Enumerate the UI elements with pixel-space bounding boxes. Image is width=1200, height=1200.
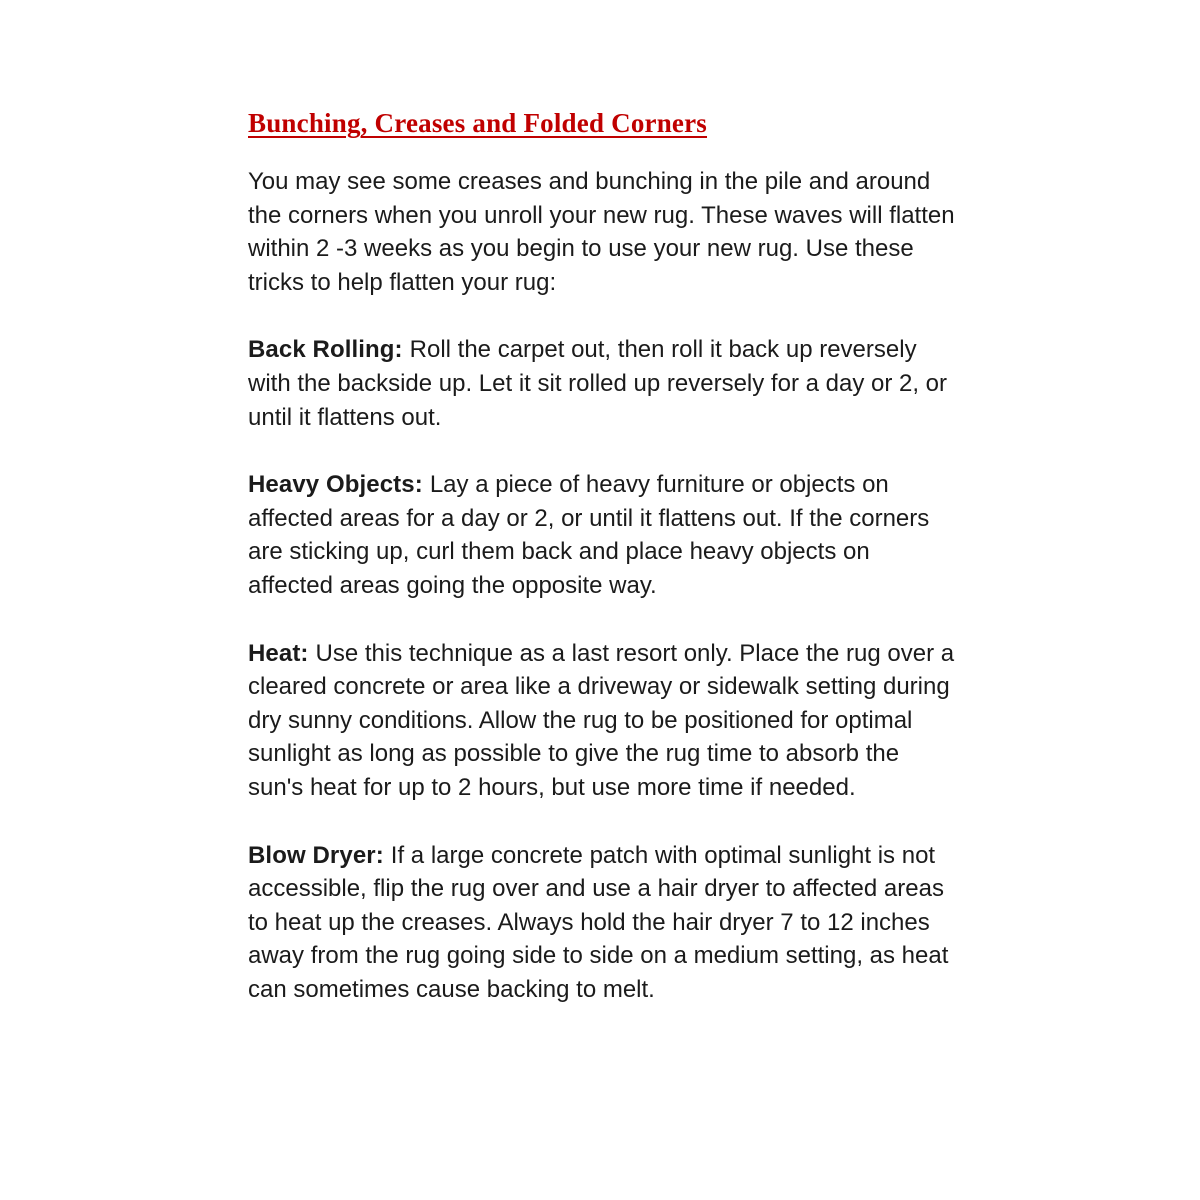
tip-text-back-rolling: Roll the carpet out, then roll it back up reversely with the backside up. Let it sit rolled up reversely for a day or 2, or until it flattens out.	[248, 336, 948, 431]
page-title: Bunching, Creases and Folded Corners	[248, 108, 708, 138]
tip-paragraph-heavy-objects	[248, 468, 960, 602]
tip-label-heavy-objects: Heavy Objects:	[248, 471, 423, 499]
tip-paragraph-back-rolling	[248, 333, 960, 434]
tip-paragraph-blow-dryer	[248, 839, 960, 1007]
tip-label-heat: Heat:	[248, 639, 309, 667]
tip-text-blow-dryer: If a large concrete patch with optimal sunlight is not accessible, flip the rug over and use a hair dryer to affected areas to heat up the creases. Always hold the hair dryer 7 to 12 inches away from the rug going side to side on a medium setting, as heat can sometimes cause backing to melt.	[248, 841, 949, 1003]
tip-label-blow-dryer: Blow Dryer:	[248, 841, 384, 869]
document-content	[248, 106, 960, 1041]
tip-text-heat: Use this technique as a last resort only. Place the rug over a cleared concrete or area like a driveway or sidewalk setting during dry sunny conditions. Allow the rug to be positioned for optimal sunlight as long as possible to give the rug time to absorb the sun's heat for up to 2 hours, but use more time if needed.	[248, 639, 955, 801]
tip-paragraph-heat	[248, 637, 960, 805]
tip-label-back-rolling: Back Rolling:	[248, 336, 403, 364]
intro-paragraph: You may see some creases and bunching in the pile and around the corners when you unroll your new rug. These waves will flatten within 2 -3 weeks as you begin to use your new rug. Use these tricks to help flatten your rug:	[248, 168, 955, 296]
tip-text-heavy-objects: Lay a piece of heavy furniture or objects on affected areas for a day or 2, or until it flattens out. If the corners are sticking up, curl them back and place heavy objects on affected areas going the opposite way.	[248, 471, 930, 600]
